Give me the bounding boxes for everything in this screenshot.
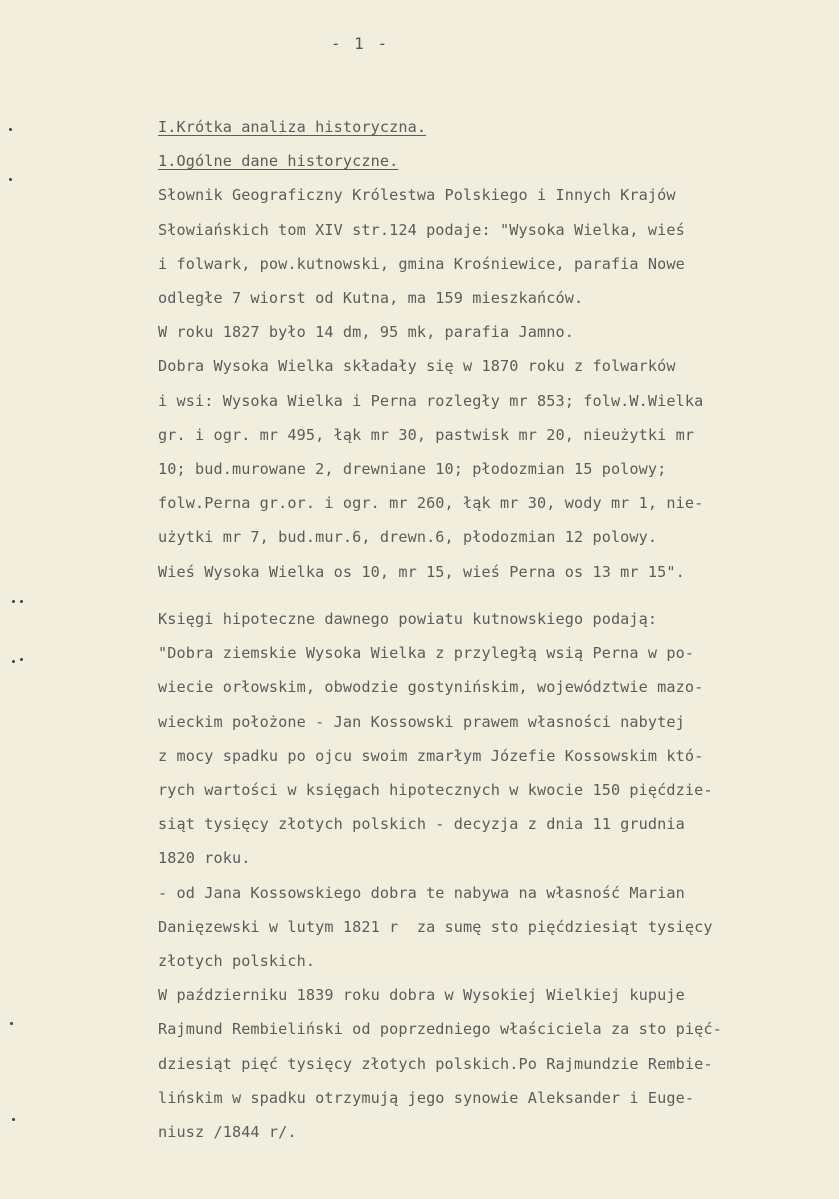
text-line: folw.Perna gr.or. i ogr. mr 260, łąk mr 30, wody mr 1, nie- [158, 494, 704, 513]
text-line: W roku 1827 było 14 dm, 95 mk, parafia Jamno. [158, 323, 574, 342]
text-block-mortgage-books [158, 602, 798, 1149]
section-heading: I.Krótka analiza historyczna. [158, 118, 427, 136]
text-block-intro [158, 110, 798, 589]
text-line: Rajmund Rembieliński od poprzedniego właściciela za sto pięć- [158, 1020, 722, 1039]
text-line: Słownik Geograficzny Królestwa Polskiego i Innych Krajów [158, 186, 676, 205]
margin-speck [20, 658, 23, 661]
margin-speck [12, 660, 15, 663]
text-line: Danięzewski w lutym 1821 r za sumę sto pięćdziesiąt tysięcy [158, 917, 713, 936]
text-line: siąt tysięcy złotych polskich - decyzja z dnia 11 grudnia [158, 815, 685, 834]
text-line: lińskim w spadku otrzymują jego synowie Aleksander i Euge- [158, 1088, 695, 1107]
text-line: Słowiańskich tom XIV str.124 podaje: "Wysoka Wielka, wieś [158, 220, 685, 239]
text-line: niusz /1844 r/. [158, 1123, 297, 1142]
text-line: Księgi hipoteczne dawnego powiatu kutnowskiego podają: [158, 610, 658, 628]
margin-speck [9, 128, 12, 131]
margin-speck [12, 1118, 15, 1121]
text-line: wiecie orłowskim, obwodzie gostynińskim, województwie mazo- [158, 678, 704, 697]
text-line: Dobra Wysoka Wielka składały się w 1870 roku z folwarków [158, 357, 676, 376]
margin-speck [12, 600, 15, 603]
margin-speck [10, 1022, 13, 1025]
text-line: złotych polskich. [158, 952, 316, 971]
text-line: W październiku 1839 roku dobra w Wysokiej Wielkiej kupuje [158, 986, 685, 1005]
margin-speck [20, 600, 23, 603]
text-line: i wsi: Wysoka Wielka i Perna rozległy mr 853; folw.W.Wielka [158, 391, 704, 410]
text-line: Wieś Wysoka Wielka os 10, mr 15, wieś Perna os 13 mr 15". [158, 562, 685, 581]
page-number: - 1 - [330, 34, 390, 53]
text-line: dziesiąt pięć tysięcy złotych polskich.Po Rajmundzie Rembie- [158, 1054, 713, 1073]
margin-speck [9, 178, 12, 181]
text-line: wieckim położone - Jan Kossowski prawem własności nabytej [158, 712, 685, 731]
text-line: "Dobra ziemskie Wysoka Wielka z przyległą wsią Perna w po- [158, 644, 695, 663]
text-line: gr. i ogr. mr 495, łąk mr 30, pastwisk mr 20, nieużytki mr [158, 425, 695, 444]
text-line: użytki mr 7, bud.mur.6, drewn.6, płodozmian 12 polowy. [158, 528, 658, 547]
text-line: odległe 7 wiorst od Kutna, ma 159 mieszkańców. [158, 289, 584, 308]
text-line: rych wartości w księgach hipotecznych w kwocie 150 pięćdzie- [158, 781, 713, 800]
text-line: 1820 roku. [158, 849, 251, 868]
text-line: z mocy spadku po ojcu swoim zmarłym Józefie Kossowskim któ- [158, 746, 704, 765]
text-line: i folwark, pow.kutnowski, gmina Krośniewice, parafia Nowe [158, 254, 685, 273]
text-line: 10; bud.murowane 2, drewniane 10; płodozmian 15 polowy; [158, 460, 667, 479]
text-line: - od Jana Kossowskiego dobra te nabywa na własność Marian [158, 883, 685, 902]
subsection-heading: 1.Ogólne dane historyczne. [158, 152, 399, 171]
